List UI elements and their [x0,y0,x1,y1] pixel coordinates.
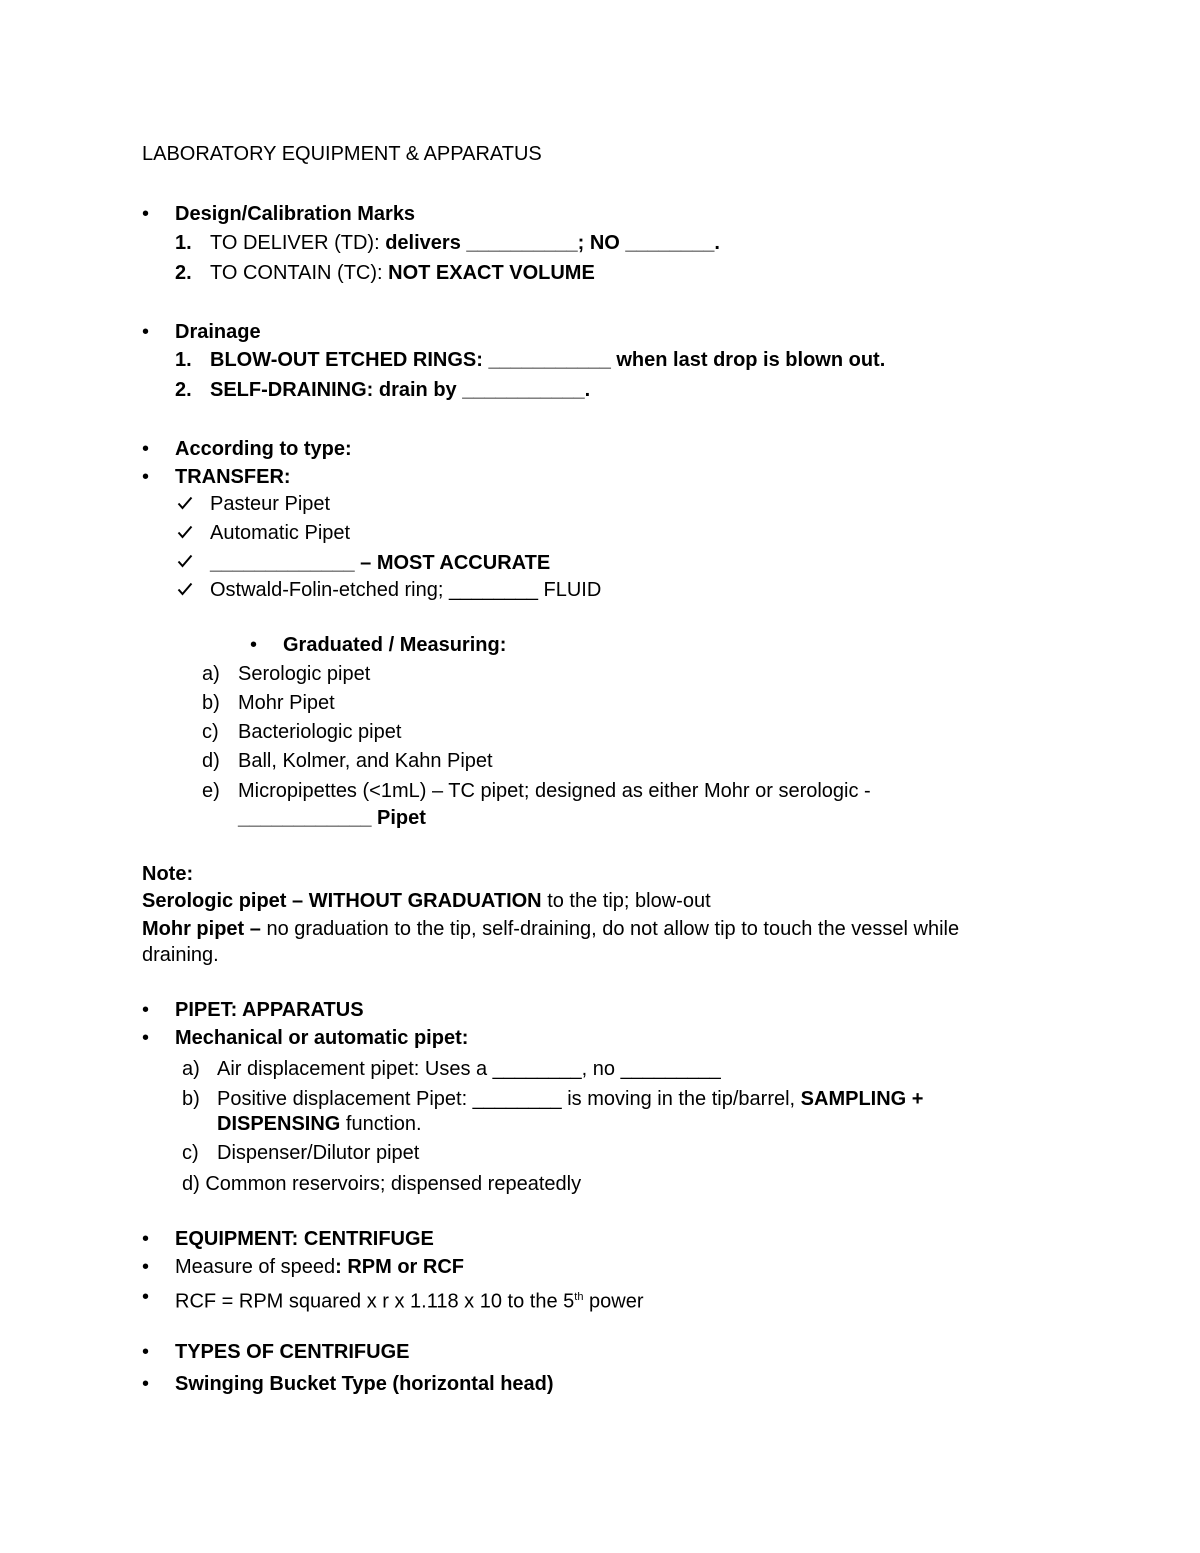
types-heading: TYPES OF CENTRIFUGE [175,1341,410,1363]
check-icon [177,525,197,539]
transfer-item: _____________ – MOST ACCURATE [210,552,551,574]
swinging-bucket: Swinging Bucket Type (horizontal head) [175,1373,554,1395]
note-mohr-bold: Mohr pipet – [142,918,261,940]
graduated-item: Micropipettes (<1mL) – TC pipet; designed as either Mohr or serologic - [238,780,871,802]
mechanical-item: d) Common reservoirs; dispensed repeatedly [182,1173,582,1195]
graduated-item: Mohr Pipet [238,692,335,714]
drainage-item-2: SELF-DRAINING: drain by ___________. [210,379,591,401]
graduated-item-marker: d) [202,750,220,772]
graduated-item-continued: ____________ Pipet [238,807,426,829]
note-label: Note: [142,863,194,885]
note-mohr-continued: draining. [142,944,219,966]
bullet: • [142,466,150,488]
page-title: LABORATORY EQUIPMENT & APPARATUS [142,143,542,165]
rcf-formula-end: power [583,1290,644,1313]
bullet: • [142,1228,150,1250]
mechanical-item-bold: SAMPLING + [795,1088,924,1110]
note-serologic-bold: Serologic pipet – WITHOUT GRADUATION [142,890,542,912]
drainage-item-2-number: 2. [175,379,192,401]
design-item-2 [210,261,595,285]
graduated-item: Ball, Kolmer, and Kahn Pipet [238,750,493,772]
graduated-item: Serologic pipet [238,663,371,685]
drainage-heading: Drainage [175,321,261,343]
note-serologic-rest: to the tip; blow-out [541,890,711,912]
mechanical-item-continued-bold: DISPENSING [217,1113,341,1135]
bullet: • [250,634,258,656]
note-serologic [142,889,711,913]
speed-measure-bold: : RPM or RCF [335,1256,464,1278]
design-item-1-number: 1. [175,232,192,254]
rcf-formula-text: RCF = RPM squared x r x 1.118 x 10 to the 5 [175,1290,575,1313]
rcf-formula-superscript: th [574,1291,584,1303]
bullet: • [142,1373,150,1395]
drainage-item-1: BLOW-OUT ETCHED RINGS: ___________ when last drop is blown out. [210,349,886,371]
design-item-2-label: TO CONTAIN (TC): [210,262,383,284]
drainage-item-1-number: 1. [175,349,192,371]
transfer-item: Ostwald-Folin-etched ring; ________ FLUID [210,579,602,601]
design-item-2-bold: NOT EXACT VOLUME [382,262,595,284]
mechanical-item-marker: b) [182,1088,200,1110]
bullet: • [142,1256,150,1278]
note-mohr [142,917,959,941]
bullet: • [142,1341,150,1363]
check-icon [177,554,197,568]
rcf-formula [175,1285,643,1314]
graduated-item-marker: e) [202,780,220,802]
mechanical-item [217,1087,923,1111]
transfer-heading: TRANSFER: [175,466,291,488]
transfer-item: Automatic Pipet [210,522,351,544]
check-icon [177,496,197,510]
speed-measure-text: Measure of speed [175,1256,336,1278]
check-icon [177,582,197,596]
bullet: • [142,438,150,460]
design-heading: Design/Calibration Marks [175,203,416,225]
design-item-2-number: 2. [175,262,192,284]
centrifuge-heading: EQUIPMENT: CENTRIFUGE [175,1228,434,1250]
mechanical-item: Air displacement pipet: Uses a ________, no _________ [217,1058,721,1080]
mechanical-item-continued [217,1112,422,1136]
bullet: • [142,1027,150,1049]
bullet: • [142,999,150,1021]
graduated-item-marker: a) [202,663,220,685]
mechanical-item-marker: a) [182,1058,200,1080]
note-mohr-rest: no graduation to the tip, self-draining, do not allow tip to touch the vessel while [260,918,960,940]
bullet: • [142,1286,150,1308]
mechanical-item-marker: c) [182,1142,199,1164]
mechanical-heading: Mechanical or automatic pipet: [175,1027,469,1049]
graduated-item: Bacteriologic pipet [238,721,402,743]
mechanical-item-text: Positive displacement Pipet: ________ is moving in the tip/barrel, [217,1088,796,1110]
transfer-item: Pasteur Pipet [210,493,331,515]
bullet: • [142,203,150,225]
design-item-1 [210,231,720,255]
speed-measure [175,1255,464,1279]
design-item-1-label: TO DELIVER (TD): [210,232,380,254]
graduated-item-marker: c) [202,721,219,743]
graduated-item-marker: b) [202,692,220,714]
pipet-apparatus-heading: PIPET: APPARATUS [175,999,364,1021]
mechanical-item-continued-rest: function. [340,1113,422,1135]
according-to-type: According to type: [175,438,352,460]
design-item-1-bold: delivers __________; NO ________. [379,232,720,254]
mechanical-item: Dispenser/Dilutor pipet [217,1142,420,1164]
graduated-heading: Graduated / Measuring: [283,634,507,656]
bullet: • [142,321,150,343]
